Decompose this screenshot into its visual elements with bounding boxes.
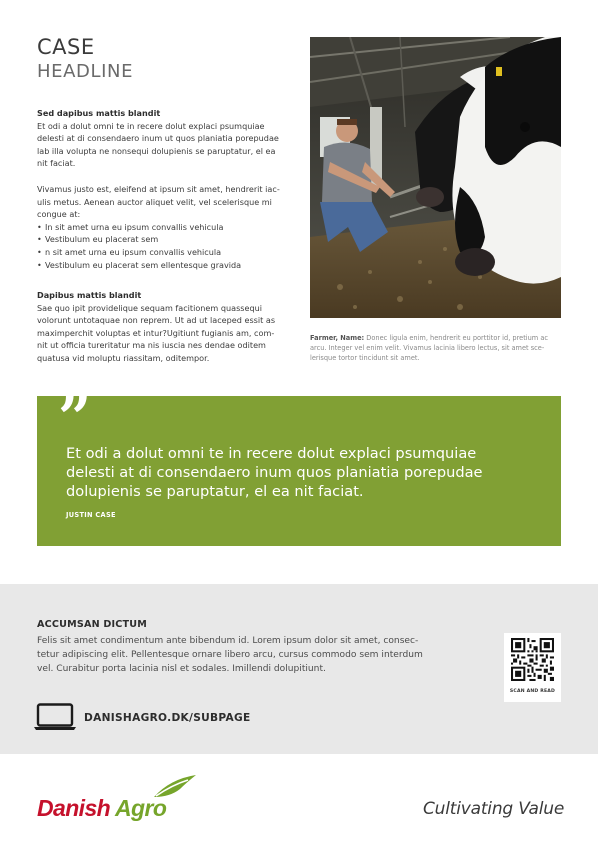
- paragraph-line: ulis metus. Aenean auctor aliquet velit, vel scelerisque mi: [37, 196, 272, 207]
- tagline: Cultivating Value: [423, 799, 565, 819]
- info-line: tetur adipiscing elit. Pellentesque ornare libero arcu, cursus commodo sem interdum: [37, 650, 423, 660]
- section-heading: Dapibus mattis blandit: [37, 290, 142, 300]
- paragraph-line: quatusa vid moluptu riassitam, oditempor.: [37, 352, 210, 363]
- list-item: • Vestibulum eu placerat sem: [37, 233, 289, 246]
- laptop-icon: [33, 703, 77, 731]
- logo-part-1: Danish: [37, 795, 111, 821]
- quote-text: [66, 444, 546, 501]
- quote-line: dolupienis se paruptatur, el ea nit faciat.: [66, 483, 364, 500]
- section-heading: Sed dapibus mattis blandit: [37, 108, 161, 118]
- headline-line-1: CASE: [37, 35, 95, 59]
- logo-part-2: Agro: [115, 795, 167, 821]
- paragraph-line: nit faciat.: [37, 158, 76, 169]
- paragraph-line: volorunt untotaquae non reprem. Ut ad ut laceped essit as: [37, 315, 276, 326]
- farmer-photo: [310, 37, 561, 318]
- bullet-list: [37, 221, 289, 271]
- list-item: • n sit amet urna eu ipsum convallis vehicula: [37, 246, 289, 259]
- photo-caption: [310, 333, 562, 363]
- quote-line: delesti at di consendaero inum quos planiatia porepudae: [66, 464, 483, 481]
- list-item: • Vestibulum eu placerat sem ellentesque gravida: [37, 259, 289, 272]
- article-section-3: [37, 289, 289, 365]
- quote-mark-icon: ”: [58, 384, 88, 452]
- paragraph-line: Et odi a dolut omni te in recere dolut explaci psumquiae: [37, 120, 265, 131]
- website-link[interactable]: DANISHAGRO.DK/SUBPAGE: [84, 712, 251, 724]
- paragraph-line: maximperchit voluptas et intur?Ugitiunt fugianis am, com-: [37, 327, 275, 338]
- quote-line: Et odi a dolut omni te in recere dolut explaci psumquiae: [66, 445, 477, 462]
- article-section-1: [37, 107, 289, 170]
- barn-illustration: [310, 37, 561, 318]
- qr-code-icon[interactable]: [511, 638, 554, 681]
- paragraph-line: Vivamus justo est, eleifend at ipsum sit amet, hendrerit iac-: [37, 184, 280, 194]
- paragraph-line: congue at:: [37, 209, 81, 220]
- quote-author: JUSTIN CASE: [66, 511, 116, 519]
- caption-text: arcu. Integer vel enim velit. Vivamus lacinia libero lectus, sit amet sce-: [310, 344, 545, 352]
- company-logo: [37, 794, 166, 822]
- paragraph-line: Sae quo ipit providelique sequam facitionem quassequi: [37, 302, 263, 313]
- article-section-2: [37, 183, 289, 271]
- paragraph-line: nit ut officia tureritatur ma nis iuscia nes dendae oditem: [37, 340, 266, 351]
- info-title: ACCUMSAN DICTUM: [37, 619, 148, 630]
- info-text: [37, 634, 457, 676]
- list-item: • In sit amet urna eu ipsum convallis vehicula: [37, 221, 289, 234]
- info-line: Felis sit amet condimentum ante bibendum id. Lorem ipsum dolor sit amet, consec-: [37, 636, 419, 646]
- caption-name: Farmer, Name:: [310, 334, 365, 342]
- info-line: vel. Curabitur porta lacinia nisl et sodales. Imillendi dolupitiunt.: [37, 664, 326, 674]
- caption-text: lerisque tortor tincidunt sit amet.: [310, 354, 420, 362]
- paragraph-line: lab illa volupta ne nonsequi dolupienis se paruptatur, el ea: [37, 145, 276, 156]
- paragraph-line: delesti at di consendaero inum ut quos planiatia porepudae: [37, 133, 279, 144]
- headline-line-2: HEADLINE: [37, 61, 134, 82]
- caption-text: Donec ligula enim, hendrerit eu porttitor id, pretium ac: [364, 334, 548, 342]
- qr-label: SCAN AND READ: [509, 689, 556, 694]
